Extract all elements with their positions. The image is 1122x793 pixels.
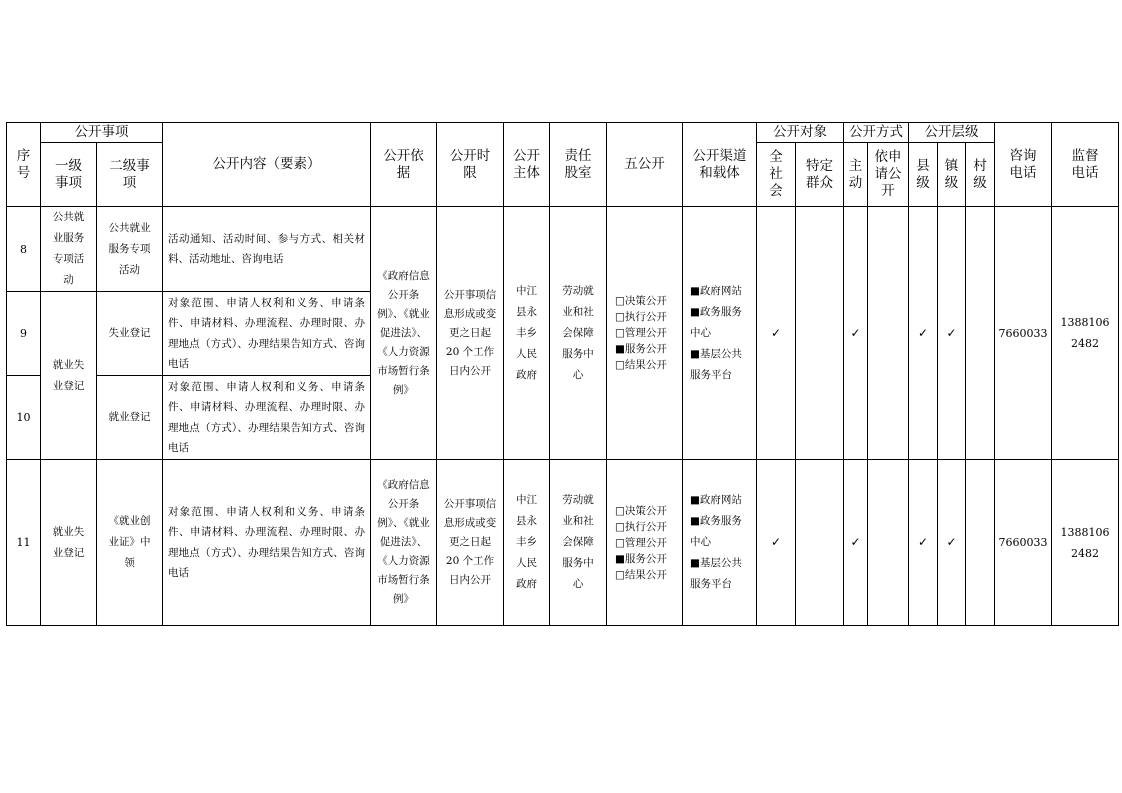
row-subject: 中江 县永 丰乡 人民 政府 <box>504 207 550 460</box>
channel-item: ■基层公共 <box>690 347 742 360</box>
header-mode-active: 主 动 <box>844 143 868 207</box>
channel-item: ■政务服务 <box>690 515 742 527</box>
header-level-county: 县 级 <box>909 143 938 207</box>
row-five-public <box>607 207 683 460</box>
header-office: 责任 股室 <box>550 123 607 207</box>
five-item: □执行公开 <box>615 520 667 533</box>
row-consult-phone: 7660033 <box>995 460 1052 626</box>
check-mark-target-all: ✓ <box>757 207 796 460</box>
header-level2: 二级事 项 <box>97 143 163 207</box>
channel-item: ■政府网站 <box>690 284 742 297</box>
row-content: 活动通知、活动时间、参与方式、相关材料、活动地址、咨询电话 <box>163 207 371 292</box>
five-item: □结果公开 <box>615 359 667 371</box>
header-subject: 公开 主体 <box>504 123 550 207</box>
channel-item: ■基层公共 <box>690 557 742 569</box>
cell-target-specific <box>796 207 844 460</box>
table-row <box>7 207 1119 292</box>
row-level2: 《就业创 业证》中 领 <box>97 460 163 626</box>
header-target: 公开对象 <box>757 123 844 143</box>
row-consult-phone: 7660033 <box>995 207 1052 460</box>
five-item: □执行公开 <box>615 311 667 323</box>
check-mark-level-county: ✓ <box>909 460 938 626</box>
header-channel: 公开渠道 和载体 <box>683 123 757 207</box>
check-mark-mode-active: ✓ <box>844 460 868 626</box>
header-supervise: 监督 电话 <box>1052 123 1119 207</box>
row-office: 劳动就 业和社 会保障 服务中 心 <box>550 207 607 460</box>
cell-mode-request <box>868 207 909 460</box>
check-mark-level-town: ✓ <box>938 207 966 460</box>
channel-item: 服务平台 <box>690 368 732 381</box>
check-mark-mode-active: ✓ <box>844 207 868 460</box>
header-mode-request: 依申 请公 开 <box>868 143 909 207</box>
row-level1: 就业失 业登记 <box>41 460 97 626</box>
cell-level-village <box>966 207 995 460</box>
header-level: 公开层级 <box>909 123 995 143</box>
cell-mode-request <box>868 460 909 626</box>
channel-item: 中心 <box>690 326 711 339</box>
check-mark-target-all: ✓ <box>757 460 796 626</box>
row-supervise-phone: 1388106 2482 <box>1052 207 1119 460</box>
cell-target-specific <box>796 460 844 626</box>
header-items: 公开事项 <box>41 123 163 143</box>
header-level1: 一级 事项 <box>41 143 97 207</box>
header-content: 公开内容（要素） <box>163 123 371 207</box>
row-content: 对象范围、申请人权利和义务、申请条件、申请材料、办理流程、办理时限、办理地点（方式）、办理结果告知方式、咨询电话 <box>163 376 371 460</box>
five-item: □决策公开 <box>615 504 667 517</box>
row-content: 对象范围、申请人权利和义务、申请条件、申请材料、办理流程、办理时限、办理地点（方式）、办理结果告知方式、咨询电话 <box>163 292 371 376</box>
header-five: 五公开 <box>607 123 683 207</box>
five-item: ■服务公开 <box>615 552 667 565</box>
channel-item: 中心 <box>690 536 711 548</box>
row-time: 公开事项信息形成或变更之日起 20 个工作日内公开 <box>437 460 504 626</box>
row-content: 对象范围、申请人权利和义务、申请条件、申请材料、办理流程、办理时限、办理地点（方式）、办理结果告知方式、咨询电话 <box>163 460 371 626</box>
header-seq: 序 号 <box>7 123 41 207</box>
check-mark-level-town: ✓ <box>938 460 966 626</box>
header-level-town: 镇 级 <box>938 143 966 207</box>
channel-item: 服务平台 <box>690 578 732 590</box>
row-supervise-phone: 1388106 2482 <box>1052 460 1119 626</box>
header-mode: 公开方式 <box>844 123 909 143</box>
table-row <box>7 460 1119 626</box>
five-item: □决策公开 <box>615 295 667 307</box>
five-item: □管理公开 <box>615 327 667 339</box>
five-item: □结果公开 <box>615 568 667 581</box>
header-time: 公开时 限 <box>437 123 504 207</box>
header-consult: 咨询 电话 <box>995 123 1052 207</box>
row-seq: 11 <box>7 460 41 626</box>
channel-item: ■政务服务 <box>690 305 742 318</box>
check-mark-level-county: ✓ <box>909 207 938 460</box>
row-level2: 失业登记 <box>97 292 163 376</box>
disclosure-table <box>6 122 1119 626</box>
row-level2: 就业登记 <box>97 376 163 460</box>
header-basis: 公开依 据 <box>371 123 437 207</box>
row-seq: 8 <box>7 207 41 292</box>
header-target-all: 全 社 会 <box>757 143 796 207</box>
cell-level-village <box>966 460 995 626</box>
channel-item: ■政府网站 <box>690 494 742 506</box>
row-subject: 中江 县永 丰乡 人民 政府 <box>504 460 550 626</box>
row-channel <box>683 207 757 460</box>
row-five-public <box>607 460 683 626</box>
row-level1: 就业失 业登记 <box>41 292 97 460</box>
row-level1: 公共就 业服务 专项活 动 <box>41 207 97 292</box>
row-seq: 10 <box>7 376 41 460</box>
header-target-specific: 特定 群众 <box>796 143 844 207</box>
row-time: 公开事项信息形成或变更之日起 20 个工作日内公开 <box>437 207 504 460</box>
row-channel <box>683 460 757 626</box>
row-office: 劳动就 业和社 会保障 服务中 心 <box>550 460 607 626</box>
five-item: □管理公开 <box>615 536 667 549</box>
row-basis: 《政府信息公开条例》、《就业促进法》、《人力资源市场暂行条例》 <box>371 460 437 626</box>
row-level2: 公共就业 服务专项 活动 <box>97 207 163 292</box>
row-basis: 《政府信息公开条例》、《就业促进法》、《人力资源市场暂行条例》 <box>371 207 437 460</box>
row-seq: 9 <box>7 292 41 376</box>
five-item: ■服务公开 <box>615 343 667 355</box>
header-level-village: 村 级 <box>966 143 995 207</box>
